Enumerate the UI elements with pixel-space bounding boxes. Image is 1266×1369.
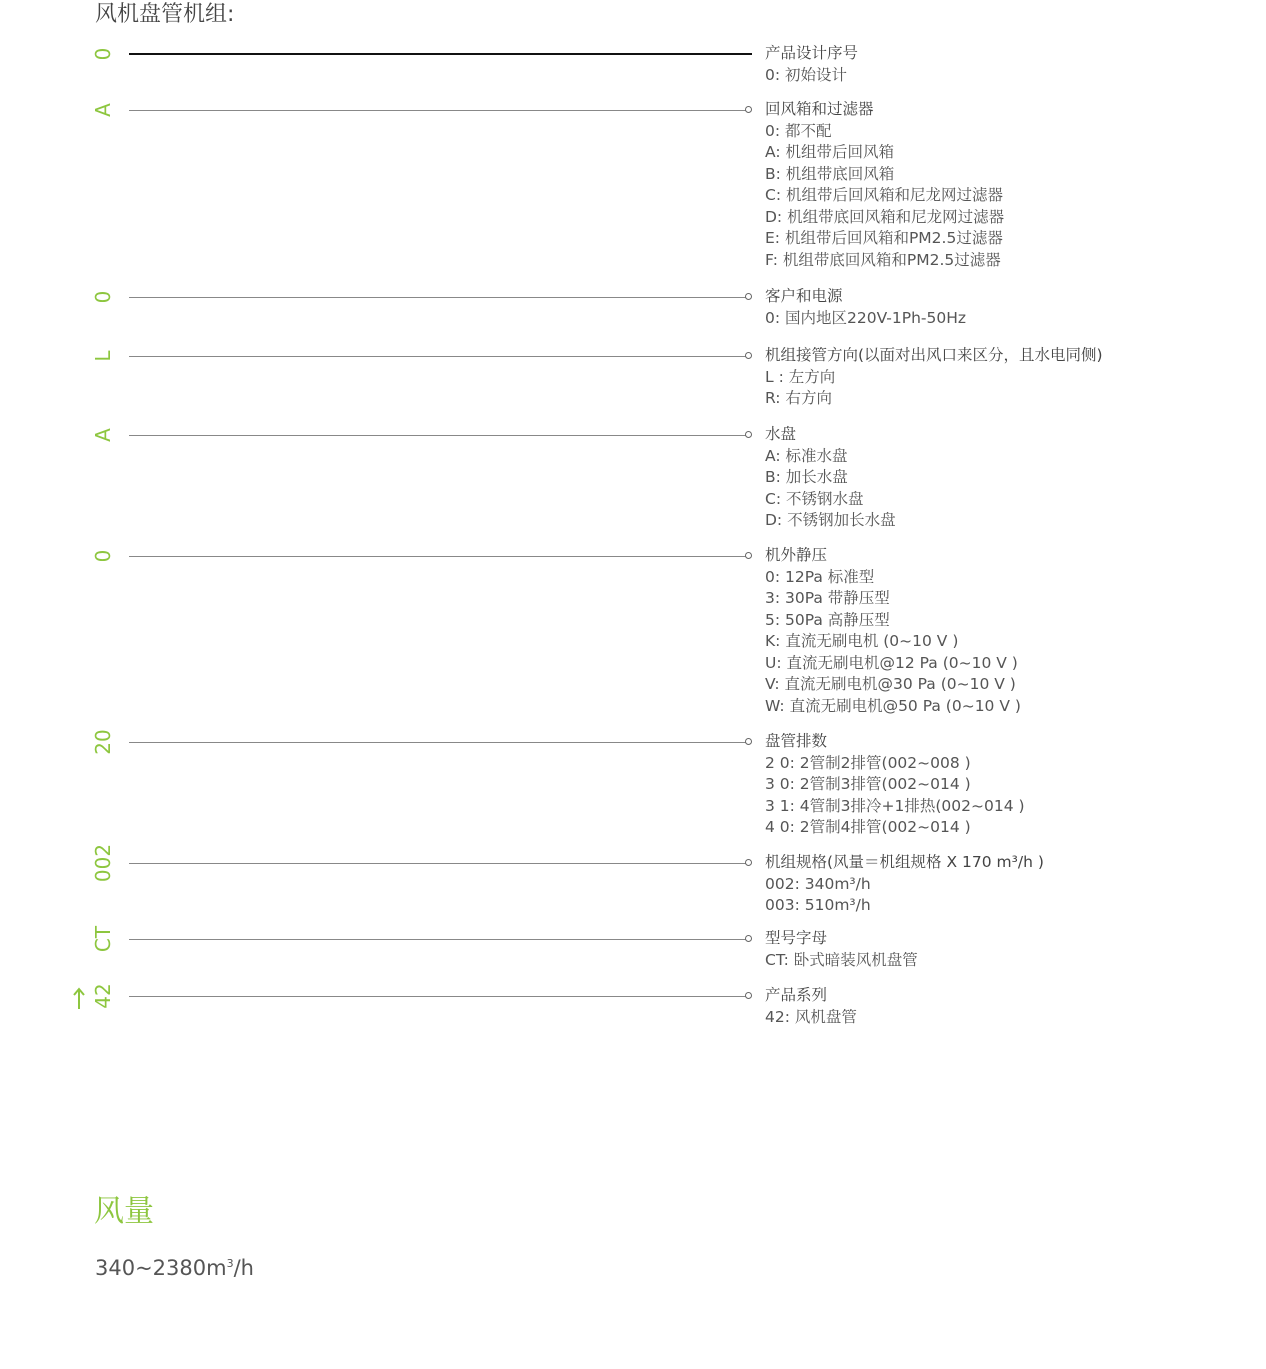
option-item: C: 不锈钢水盘 xyxy=(765,489,864,508)
code-char: 42 xyxy=(91,983,115,1009)
leader-line xyxy=(129,996,746,997)
airflow-range: 340~2380m xyxy=(95,1256,227,1280)
leader-line xyxy=(129,356,746,357)
code-char: L xyxy=(91,350,115,362)
code-description xyxy=(765,928,918,971)
airflow-unit-suffix: /h xyxy=(233,1256,254,1280)
code-char: 0 xyxy=(91,47,115,61)
code-char: 0 xyxy=(91,549,115,563)
option-item: B: 加长水盘 xyxy=(765,468,848,486)
airflow-value xyxy=(95,1253,254,1283)
description-title: 客户和电源 xyxy=(765,287,843,305)
option-item: B: 机组带底回风箱 xyxy=(765,164,895,183)
option-item: L : 左方向 xyxy=(765,367,836,386)
code-description xyxy=(765,985,857,1028)
option-item: F: 机组带底回风箱和PM2.5过滤器 xyxy=(765,250,1001,269)
arrow-up-icon xyxy=(72,986,86,1010)
code-char: 002 xyxy=(91,843,115,883)
description-title: 产品设计序号 xyxy=(765,44,859,62)
option-item: 002: 340m³/h xyxy=(765,874,871,893)
option-item: W: 直流无刷电机@50 Pa (0~10 V ) xyxy=(765,696,1021,715)
leader-end-dot xyxy=(745,293,752,300)
description-title: 型号字母 xyxy=(765,929,828,947)
code-description xyxy=(765,731,1025,839)
option-item: R: 右方向 xyxy=(765,389,832,407)
leader-line xyxy=(129,297,746,298)
airflow-unit-exponent: 3 xyxy=(226,1257,234,1270)
leader-line xyxy=(129,435,746,436)
option-item: V: 直流无刷电机@30 Pa (0~10 V ) xyxy=(765,675,1016,693)
option-item: 5: 50Pa 高静压型 xyxy=(765,610,890,629)
description-title: 机外静压 xyxy=(765,546,828,564)
option-item: C: 机组带后回风箱和尼龙网过滤器 xyxy=(765,186,1003,204)
code-char: 0 xyxy=(91,290,115,304)
description-title: 产品系列 xyxy=(765,986,828,1004)
option-item: 0: 初始设计 xyxy=(765,65,848,84)
leader-line xyxy=(129,939,746,940)
description-title: 水盘 xyxy=(765,425,797,443)
leader-end-dot xyxy=(745,352,752,359)
airflow-heading: 风量 xyxy=(94,1194,154,1229)
option-item: 0: 12Pa 标准型 xyxy=(765,567,875,586)
option-item: A: 标准水盘 xyxy=(765,446,848,465)
leader-line xyxy=(129,110,746,111)
leader-end-dot xyxy=(745,859,752,866)
option-item: 42: 风机盘管 xyxy=(765,1007,857,1026)
code-description xyxy=(765,43,858,86)
description-title: 回风箱和过滤器 xyxy=(765,100,874,118)
option-item: CT: 卧式暗装风机盘管 xyxy=(765,950,918,969)
leader-line xyxy=(129,863,746,864)
code-description xyxy=(765,424,896,532)
code-description xyxy=(765,99,1004,271)
option-item: D: 不锈钢加长水盘 xyxy=(765,511,896,529)
option-item: 4 0: 2管制4排管(002~014 ) xyxy=(765,818,971,836)
leader-end-dot xyxy=(745,552,752,559)
option-item: U: 直流无刷电机@12 Pa (0~10 V ) xyxy=(765,653,1018,672)
description-title: 盘管排数 xyxy=(765,732,828,750)
code-description xyxy=(765,286,966,329)
code-char: A xyxy=(91,103,115,117)
option-item: E: 机组带后回风箱和PM2.5过滤器 xyxy=(765,229,1003,247)
leader-end-dot xyxy=(745,935,752,942)
code-description xyxy=(765,852,1044,917)
description-title: 机组接管方向(以面对出风口来区分，且水电同侧) xyxy=(765,346,1103,364)
leader-line xyxy=(129,53,752,55)
leader-end-dot xyxy=(745,738,752,745)
option-item: 3 1: 4管制3排冷+1排热(002~014 ) xyxy=(765,796,1025,815)
code-char: 20 xyxy=(91,729,115,755)
code-char: CT xyxy=(91,925,115,953)
leader-line xyxy=(129,556,746,557)
option-item: A: 机组带后回风箱 xyxy=(765,143,894,161)
option-item: 0: 国内地区220V-1Ph-50Hz xyxy=(765,308,967,327)
code-description xyxy=(765,345,1103,410)
leader-end-dot xyxy=(745,992,752,999)
leader-line xyxy=(129,742,746,743)
page-title: 风机盘管机组: xyxy=(95,2,235,27)
option-item: K: 直流无刷电机 (0~10 V ) xyxy=(765,632,959,650)
option-item: 0: 都不配 xyxy=(765,121,832,140)
description-title: 机组规格(风量＝机组规格 X 170 m³/h ) xyxy=(765,853,1044,871)
code-description xyxy=(765,545,1021,717)
option-item: 003: 510m³/h xyxy=(765,896,871,914)
option-item: 2 0: 2管制2排管(002~008 ) xyxy=(765,753,971,772)
leader-end-dot xyxy=(745,106,752,113)
leader-end-dot xyxy=(745,431,752,438)
option-item: 3: 30Pa 带静压型 xyxy=(765,589,890,607)
code-char: A xyxy=(91,428,115,442)
option-item: D: 机组带底回风箱和尼龙网过滤器 xyxy=(765,207,1005,226)
option-item: 3 0: 2管制3排管(002~014 ) xyxy=(765,775,971,793)
